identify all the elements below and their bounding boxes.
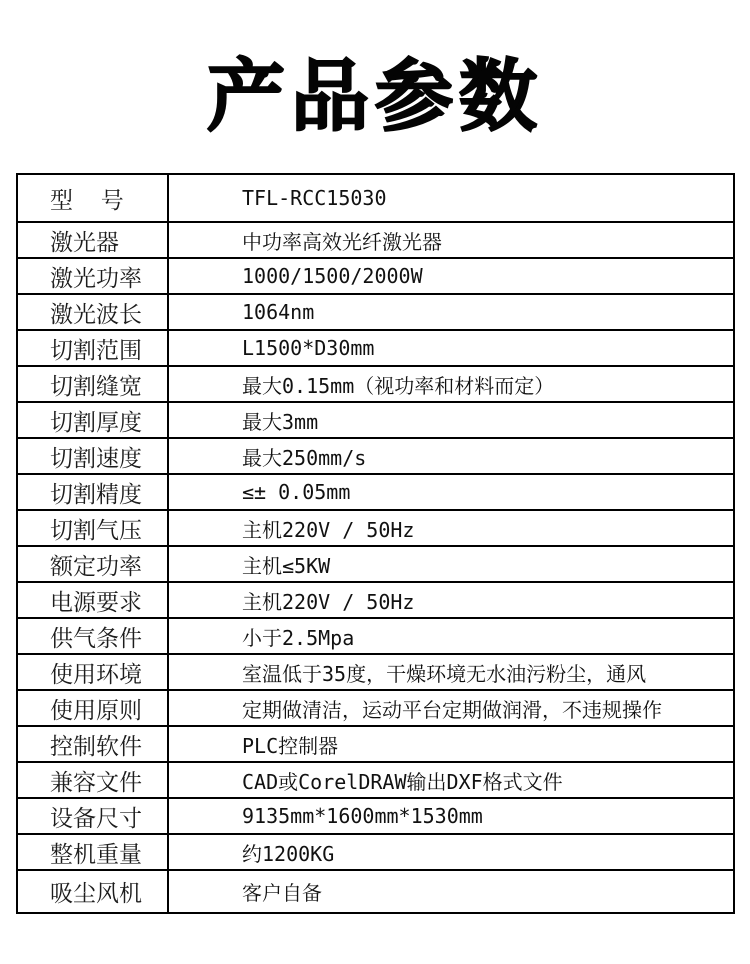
table-row-machine-dimensions [18,799,733,835]
spec-value: 最大3mm [242,409,319,434]
spec-value: 主机220V / 50Hz [242,517,415,542]
spec-label: 电源要求 [18,583,169,617]
table-row-laser-source [18,223,733,259]
spec-value: 1064nm [242,300,315,324]
spec-value: ≤± 0.05mm [242,480,351,504]
spec-label: 使用环境 [18,655,169,689]
spec-value: CAD或CorelDRAW输出DXF格式文件 [242,769,563,794]
spec-value: L1500*D30mm [242,336,375,360]
table-row-wavelength [18,295,733,331]
table-row-cutting-thickness [18,403,733,439]
spec-value: 小于2.5Mpa [242,625,355,650]
table-row-cutting-air-pressure [18,511,733,547]
table-row-compatible-files [18,763,733,799]
table-row-air-supply [18,619,733,655]
table-row-control-software [18,727,733,763]
table-row-laser-power [18,259,733,295]
table-row-usage-principles [18,691,733,727]
spec-label: 切割气压 [18,511,169,545]
table-row-dust-extraction-fan [18,871,733,912]
spec-value: 中功率高效光纤激光器 [242,229,442,254]
spec-label: 激光波长 [18,295,169,329]
spec-label: 供气条件 [18,619,169,653]
spec-value: PLC控制器 [242,733,339,758]
spec-label: 激光器 [18,223,169,257]
spec-table [16,173,735,914]
spec-label: 使用原则 [18,691,169,725]
spec-label: 切割范围 [18,331,169,365]
spec-label: 设备尺寸 [18,799,169,833]
spec-label: 整机重量 [18,835,169,869]
table-row-cutting-speed [18,439,733,475]
table-row-machine-weight [18,835,733,871]
spec-value: TFL-RCC15030 [242,186,387,210]
spec-label: 切割厚度 [18,403,169,437]
spec-value: 客户自备 [242,881,322,905]
spec-value: 室温低于35度，干燥环境无水油污粉尘，通风 [242,661,647,686]
page-title: 产品参数 [206,52,543,140]
spec-value: 主机≤5KW [242,553,331,578]
spec-label: 切割速度 [18,439,169,473]
spec-label: 兼容文件 [18,763,169,797]
table-row-model [18,175,733,223]
spec-value: 主机220V / 50Hz [242,589,415,614]
table-row-power-requirement [18,583,733,619]
spec-value: 9135mm*1600mm*1530mm [242,804,483,828]
spec-label: 型 号 [18,175,169,221]
spec-value: 1000/1500/2000W [242,264,423,288]
spec-label: 激光功率 [18,259,169,293]
spec-value: 最大0.15mm（视功率和材料而定） [242,373,555,398]
table-row-rated-power [18,547,733,583]
table-row-kerf-width [18,367,733,403]
spec-label: 控制软件 [18,727,169,761]
spec-label: 吸尘风机 [18,871,169,912]
spec-label: 切割缝宽 [18,367,169,401]
table-row-operating-environment [18,655,733,691]
spec-label: 切割精度 [18,475,169,509]
table-row-cutting-precision [18,475,733,511]
spec-value: 定期做清洁，运动平台定期做润滑，不违规操作 [242,697,662,722]
spec-value: 约1200KG [242,841,335,866]
table-row-cutting-range [18,331,733,367]
spec-value: 最大250mm/s [242,445,367,470]
spec-label: 额定功率 [18,547,169,581]
